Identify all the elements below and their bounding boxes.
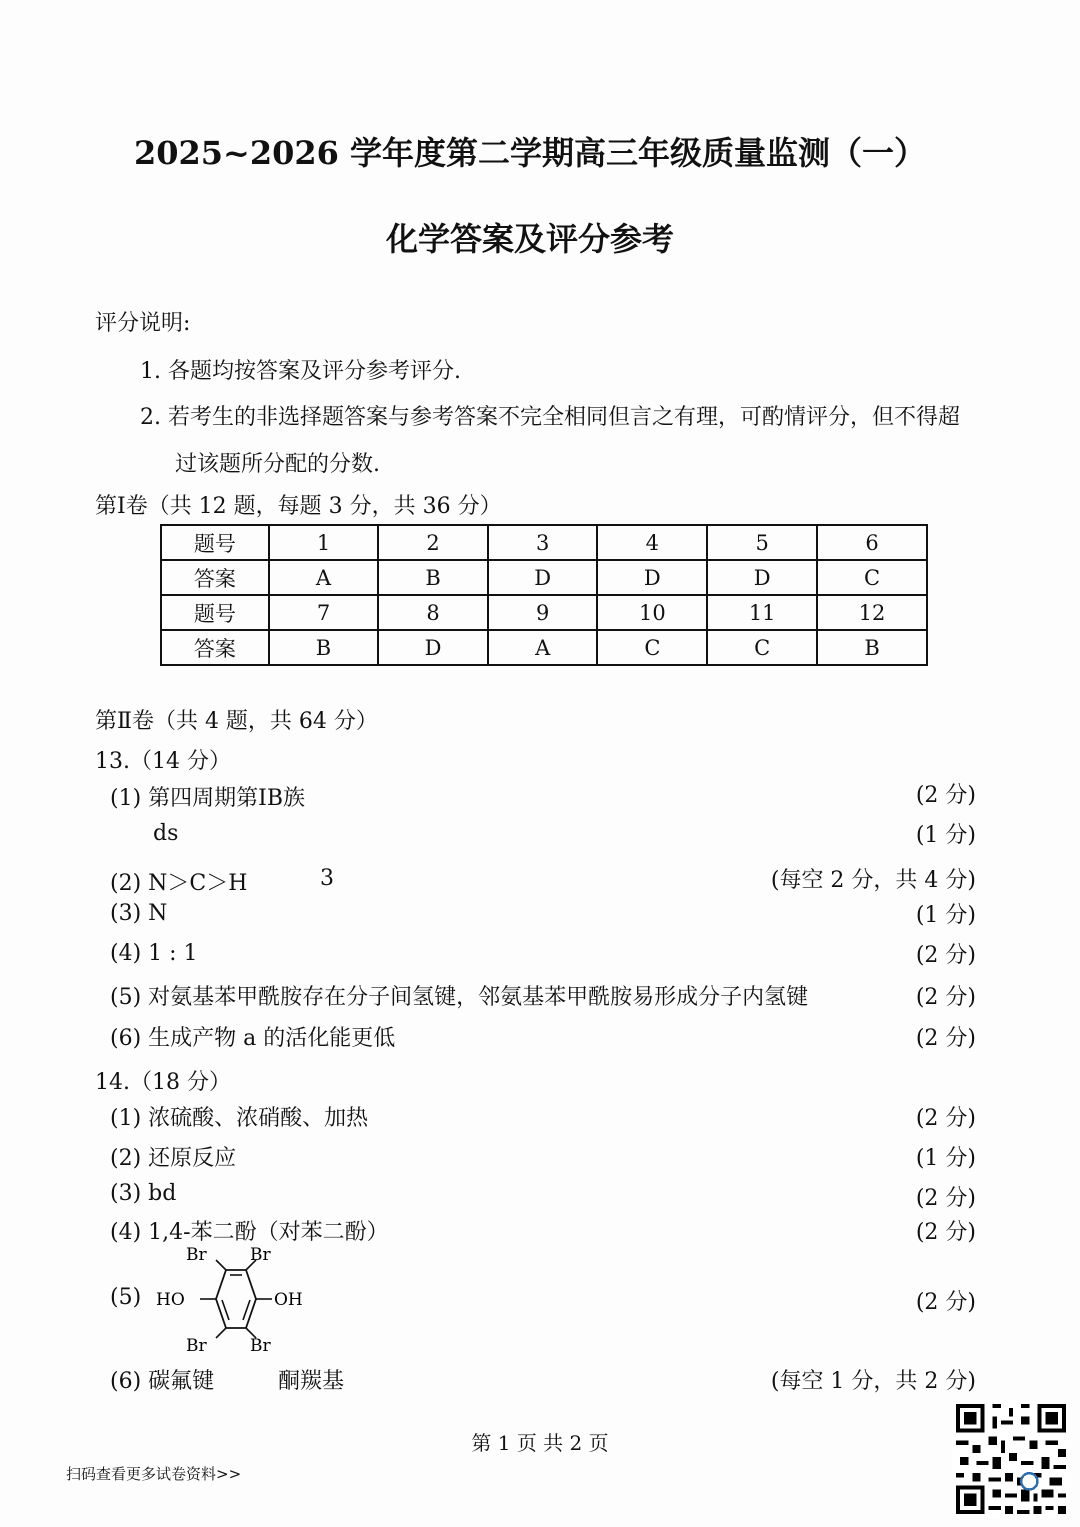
page-subtitle: 化学答案及评分参考	[385, 220, 674, 258]
table-cell: C	[707, 630, 817, 665]
q14-points-2: (1 分)	[915, 1146, 976, 1171]
table-cell: 答案	[161, 560, 269, 595]
q13-answer-1: (1) 第四周期第ⅠB族	[110, 786, 306, 811]
table-cell: 题号	[161, 525, 269, 560]
q14-answer-2: (2) 还原反应	[110, 1146, 237, 1171]
bromine-label: Br	[250, 1245, 271, 1265]
bromine-label: Br	[186, 1245, 207, 1265]
q14-points-3: (2 分)	[915, 1186, 976, 1211]
table-cell: 7	[269, 595, 379, 630]
table-cell: 2	[378, 525, 488, 560]
table-cell: 5	[707, 525, 817, 560]
q14-points-5: (2 分)	[915, 1290, 976, 1315]
q13-answer-5: (5) 对氨基苯甲酰胺存在分子间氢键，邻氨基苯甲酰胺易形成分子内氢键	[110, 985, 809, 1010]
tetrabromohydroquinone-structure	[150, 1242, 320, 1358]
table-cell: D	[488, 560, 598, 595]
q13-heading: 13.（14 分）	[95, 749, 231, 774]
table-cell: 11	[707, 595, 817, 630]
table-cell: B	[817, 630, 927, 665]
part1-heading: 第Ⅰ卷（共 12 题，每题 3 分，共 36 分）	[95, 494, 502, 519]
q13-answer-4: (4) 1 : 1	[110, 941, 198, 966]
q13-points-1b: (1 分)	[915, 823, 976, 848]
table-cell: D	[378, 630, 488, 665]
q14-answer-6b: 酮羰基	[278, 1369, 345, 1394]
q13-points-3: (1 分)	[915, 903, 976, 928]
table-cell: 6	[817, 525, 927, 560]
q14-answer-1: (1) 浓硫酸、浓硝酸、加热	[110, 1106, 369, 1131]
table-row	[161, 525, 927, 560]
table-cell: 10	[597, 595, 707, 630]
q13-answer-3: (3) N	[110, 901, 168, 926]
table-cell: 题号	[161, 595, 269, 630]
table-cell: 3	[488, 525, 598, 560]
q13-points-6: (2 分)	[915, 1026, 976, 1051]
answer-table	[160, 524, 928, 666]
table-cell: A	[269, 560, 379, 595]
table-cell: D	[597, 560, 707, 595]
q13-points-4: (2 分)	[915, 943, 976, 968]
page-title: 2025~2026 学年度第二学期高三年级质量监测（一）	[133, 134, 927, 172]
q13-answer-2: (2) N＞C＞H	[110, 871, 248, 896]
table-cell: D	[707, 560, 817, 595]
table-cell: 1	[269, 525, 379, 560]
table-cell: 答案	[161, 630, 269, 665]
q14-heading: 14.（18 分）	[95, 1070, 231, 1095]
q14-points-4: (2 分)	[915, 1220, 976, 1245]
q13-answer-6: (6) 生成产物 a 的活化能更低	[110, 1026, 396, 1051]
table-cell: B	[269, 630, 379, 665]
note-item-2: 2. 若考生的非选择题答案与参考答案不完全相同但言之有理，可酌情评分，但不得超	[140, 405, 960, 430]
table-cell: A	[488, 630, 598, 665]
notes-heading: 评分说明:	[95, 311, 191, 336]
q13-points-2: (每空 2 分，共 4 分)	[770, 868, 976, 893]
table-cell: 12	[817, 595, 927, 630]
q14-answer-4: (4) 1,4-苯二酚（对苯二酚）	[110, 1220, 389, 1245]
q13-points-1: (2 分)	[915, 783, 976, 808]
q14-points-1: (2 分)	[915, 1106, 976, 1131]
table-row	[161, 630, 927, 665]
hydroxyl-label-right: OH	[274, 1290, 303, 1310]
hydroxyl-label-left: HO	[156, 1290, 185, 1310]
q13-answer-2b: 3	[320, 866, 334, 891]
q14-answer-3: (3) bd	[110, 1181, 177, 1206]
q14-points-6: (每空 1 分，共 2 分)	[770, 1369, 976, 1394]
table-row	[161, 595, 927, 630]
q14-answer-6: (6) 碳氟键	[110, 1369, 215, 1394]
table-cell: B	[378, 560, 488, 595]
note-item-2-cont: 过该题所分配的分数.	[175, 452, 380, 477]
scan-prompt: 扫码查看更多试卷资料>>	[66, 1465, 242, 1483]
q13-points-5: (2 分)	[915, 985, 976, 1010]
part2-heading: 第Ⅱ卷（共 4 题，共 64 分）	[95, 709, 378, 734]
table-cell: 4	[597, 525, 707, 560]
table-cell: C	[817, 560, 927, 595]
table-cell: 8	[378, 595, 488, 630]
note-item-1: 1. 各题均按答案及评分参考评分.	[140, 359, 461, 384]
table-row	[161, 560, 927, 595]
table-cell: 9	[488, 595, 598, 630]
bromine-label: Br	[186, 1336, 207, 1356]
qr-code-icon	[952, 1400, 1070, 1518]
benzene-ring	[216, 1270, 256, 1328]
q14-answer-5: (5)	[110, 1285, 142, 1310]
table-cell: C	[597, 630, 707, 665]
q13-answer-1b: ds	[153, 821, 179, 846]
page-number: 第 1 页 共 2 页	[471, 1431, 609, 1455]
bromine-label: Br	[250, 1336, 271, 1356]
